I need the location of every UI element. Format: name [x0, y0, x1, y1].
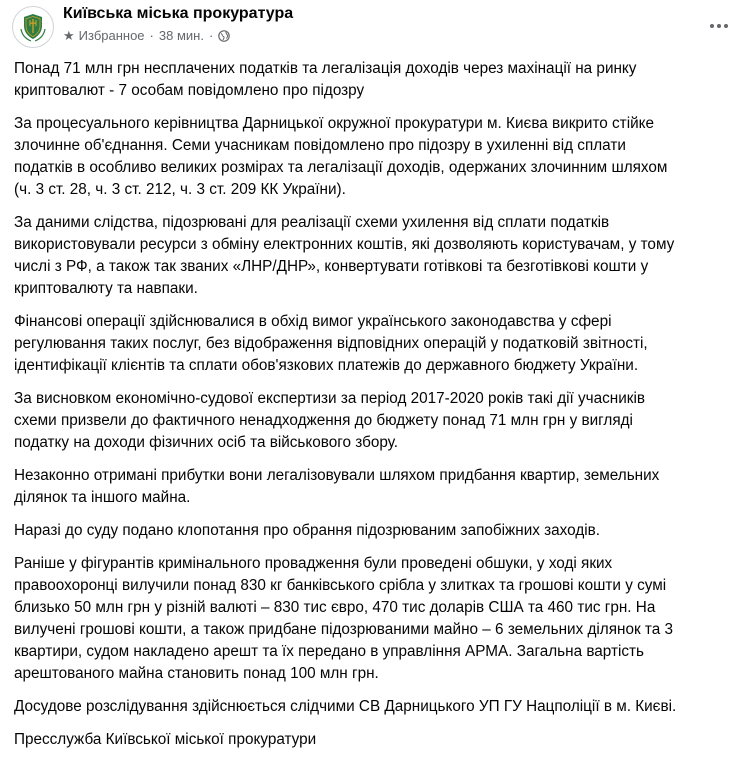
post-timestamp[interactable]: 38 мин.: [158, 28, 204, 43]
post-paragraph: За даними слідства, підозрювані для реалізації схеми ухилення від сплати податків використовували ресурси з обміну електронних коштів, які дозволяють користувачам, у тому числі з РФ, а також так званих «ЛНР/ДНР», конвертувати готівкові та безготівкові кошти у криптовалюту та навпаки.: [14, 214, 675, 297]
post-message: [14, 58, 736, 762]
prosecutor-emblem-icon: [13, 7, 53, 47]
meta-separator: ·: [208, 28, 214, 43]
favorites-label[interactable]: Избранное: [78, 28, 145, 43]
post-paragraph: За процесуального керівництва Дарницької окружної прокуратури м. Києва викрито стійке злочинне об'єднання. Семи учасникам повідомлено про підозру в ухиленні від сплати податків в особливо великих розмірах та легалізації доходів, одержаних злочинним шляхом (ч. 3 ст. 28, ч. 3 ст. 212, ч. 3 ст. 209 КК України).: [14, 115, 668, 198]
star-icon: ★: [63, 28, 75, 43]
post-meta: [63, 28, 230, 43]
post-header: [0, 0, 746, 56]
post-paragraph: Пресслужба Київської міської прокуратури: [14, 731, 317, 748]
post-paragraph: Раніше у фігурантів кримінального провадження були проведені обшуки, у ході яких правоохоронці вилучили понад 830 кг банківського срібла у злитках та грошові кошти у сумі близько 50 млн грн у різній валюті – 830 тис євро, 470 тис доларів США та 460 тис грн. На вилучені грошові кошти, а також придбане підозрюваними майно – 6 земельних ділянок та 3 квартири, судом накладено арешт та їх передано в управління АРМА. Загальна вартість арештованого майна становить понад 100 млн грн.: [14, 555, 673, 682]
post-paragraph: Понад 71 млн грн несплачених податків та легалізація доходів через махінації на ринку криптовалют - 7 особам повідомлено про підозру: [14, 60, 637, 99]
post-paragraph: За висновком економічно-судової експертизи за період 2017-2020 років такі дії учасників схеми призвели до фактичного ненадходження до бюджету понад 71 млн грн у вигляді податку на доходи фізичних осіб та військового збору.: [14, 390, 646, 451]
globe-icon[interactable]: [218, 30, 230, 42]
more-options-button[interactable]: [703, 10, 735, 42]
meta-separator: ·: [149, 28, 154, 43]
post-paragraph: Досудове розслідування здійснюється слідчими СВ Дарницького УП ГУ Нацполіції в м. Києві.: [14, 698, 677, 715]
post-paragraph: Незаконно отримані прибутки вони легалізовували шляхом придбання квартир, земельних ділянок та іншого майна.: [14, 467, 660, 506]
post-paragraph: Фінансові операції здійснювалися в обхід вимог українського законодавства у сфері регулювання таких послуг, без відображення відповідних операцій у податковій звітності, ідентифікації клієнтів та сплати обов'язкових платежів до державного бюджету України.: [14, 313, 648, 374]
post-paragraph: Наразі до суду подано клопотання про обрання підозрюваним запобіжних заходів.: [14, 522, 601, 539]
page-name-link[interactable]: Київська міська прокуратура: [63, 5, 294, 22]
avatar[interactable]: [12, 6, 54, 48]
more-horizontal-icon: [710, 24, 728, 28]
